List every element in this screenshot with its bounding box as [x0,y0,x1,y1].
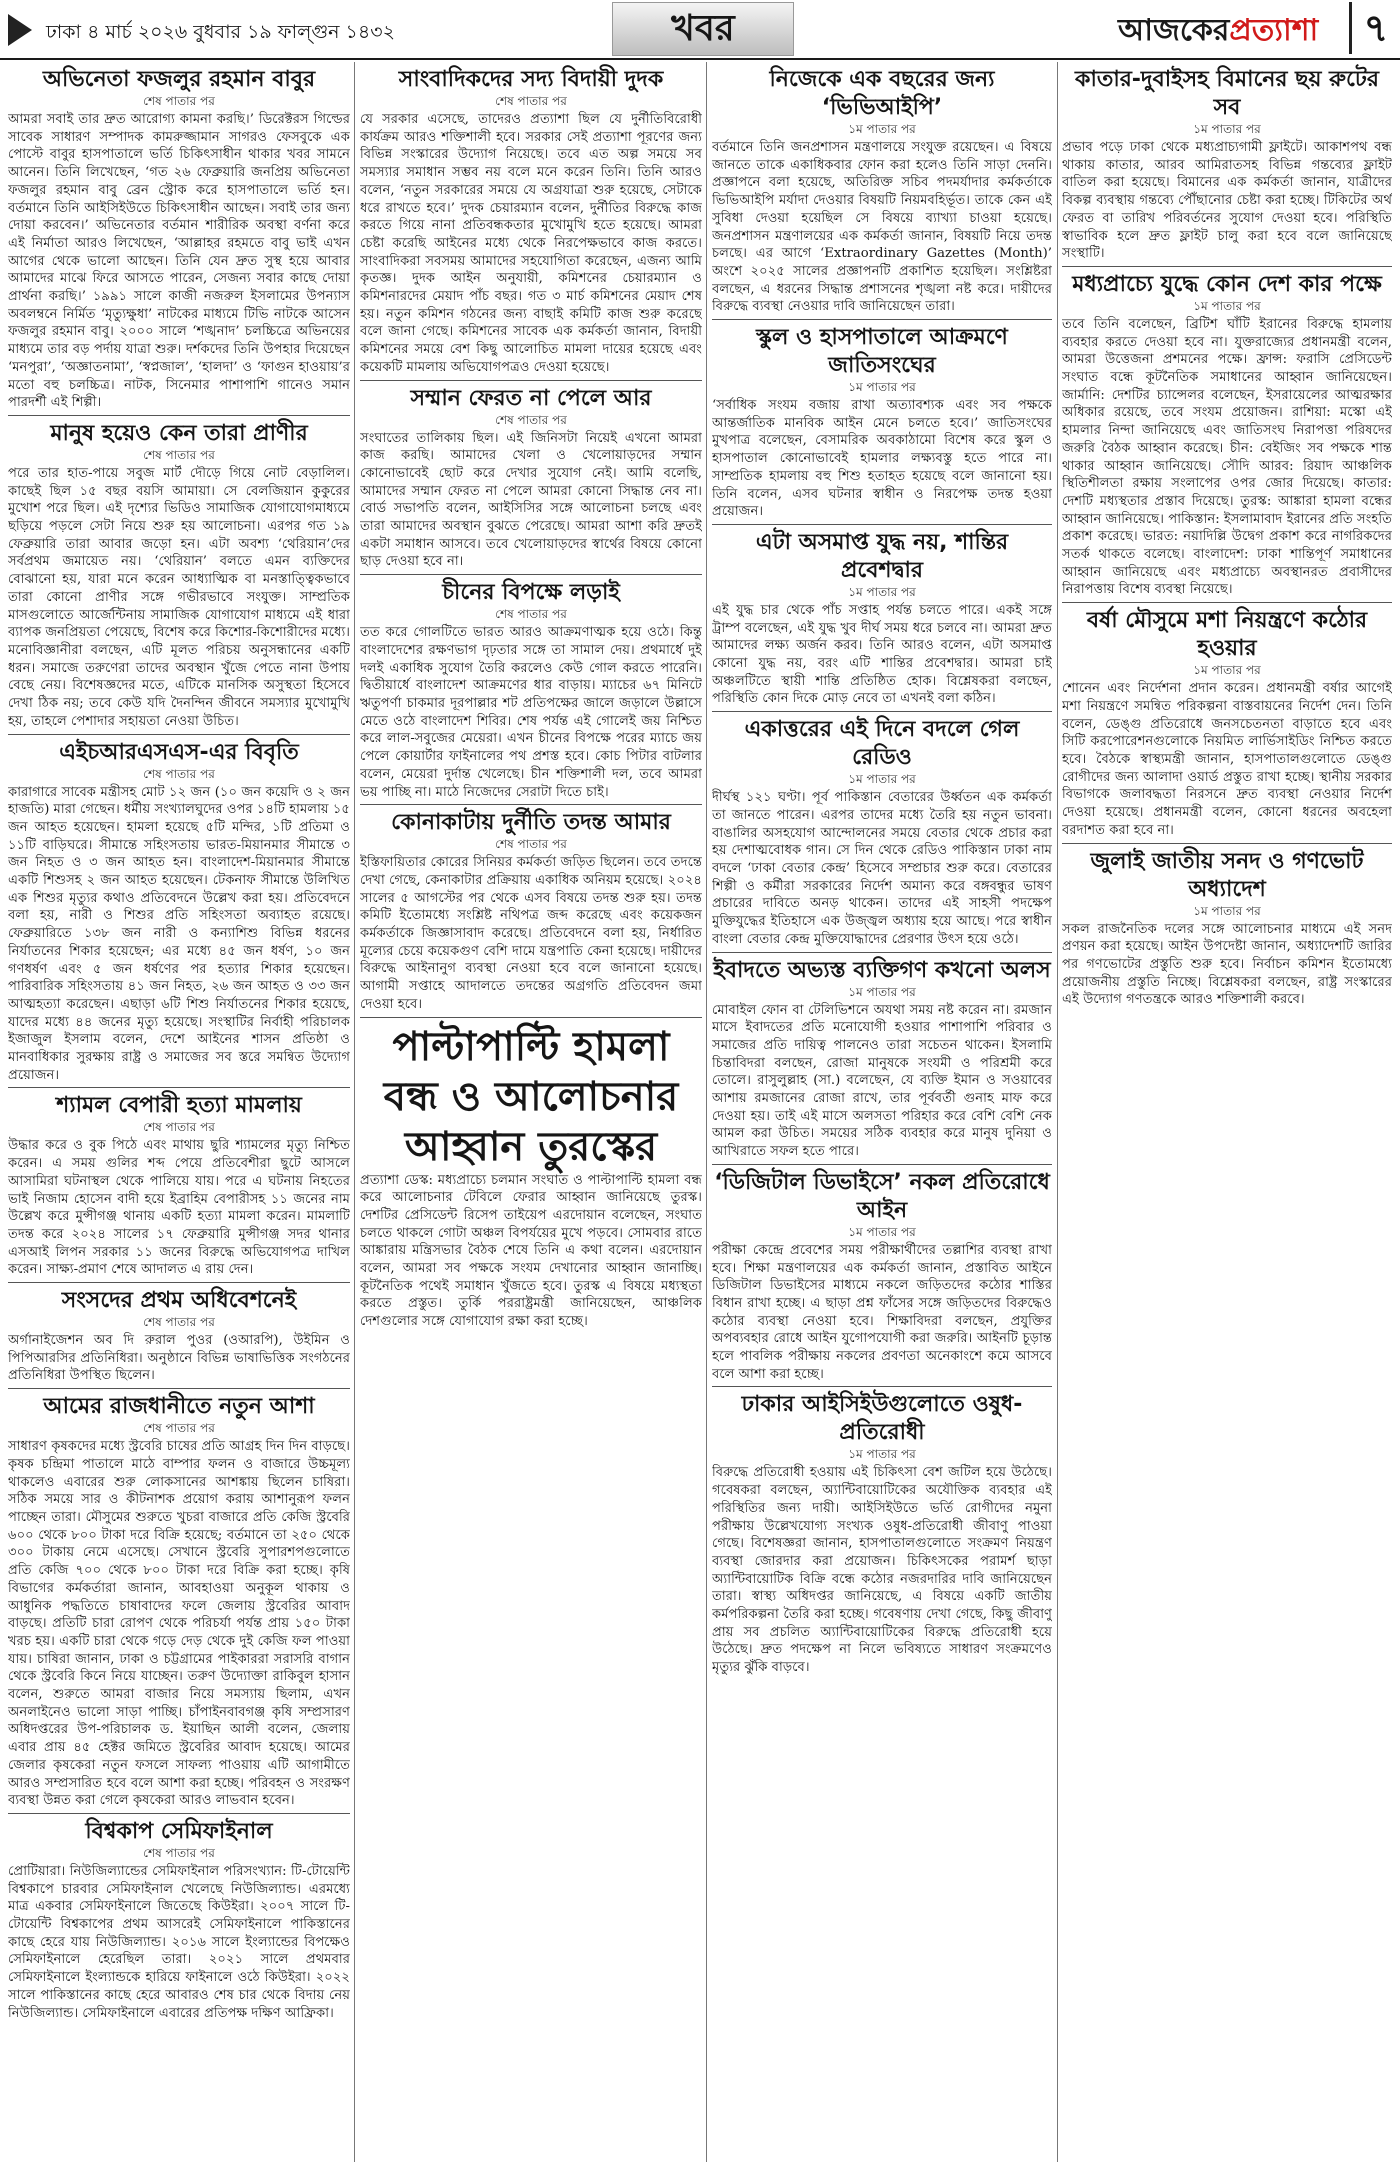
continuation-ref: শেষ পাতার পর [143,1120,215,1135]
article-headline: এটা অসমাপ্ত যুদ্ধ নয়, শান্তির প্রবেশদ্বার [755,529,1009,583]
article [360,809,702,1017]
article-body: প্রভাব পড়ে ঢাকা থেকে মধ্যপ্রাচ্যগামী ফ্লাইটে। আকাশপথ বন্ধ থাকায় কাতার, আরব আমিরাতসহ বিভিন্ন গন্তব্যের ফ্লাইট বাতিল করা হয়েছে। বিমানের এক কর্মকর্তা জানান, যাত্রীদের বিকল্প ব্যবস্থায় গন্তব্যে পৌঁছানোর চেষ্টা করা হচ্ছে। টিকিটের অর্থ ফেরত বা তারিখ পরিবর্তনের সুযোগ দেওয়া হবে। পরিস্থিতি স্বাভাবিক হলে দ্রুত ফ্লাইট চালু করা হবে বলে জানিয়েছে সংস্থাটি। [1062,140,1392,262]
continuation-ref: ১ম পাতার পর [848,1224,916,1239]
article [360,66,702,381]
continuation-ref: শেষ পাতার পর [495,94,567,108]
article-body: তত করে গোলটিতে ভারত আরও আক্রমণাত্মক হয়ে ওঠে। কিন্তু বাংলাদেশের রক্ষণভাগ দৃঢ়তার সঙ্গে তা সামাল দেয়। প্রথমার্ধে দুই দলই একাধিক সুযোগ তৈরি করলেও কেউ গোল করতে পারেনি। দ্বিতীয়ার্ধে বাংলাদেশ আক্রমণের ধার বাড়ায়। ম্যাচের ৬৭ মিনিটে ঋতুপর্ণা চাকমার দূরপাল্লার শট প্রতিপক্ষের জালে জড়ালে উল্লাসে মেতে ওঠে বাংলাদেশ শিবির। শেষ পর্যন্ত এই গোলেই জয় নিশ্চিত করে লাল-সবুজের মেয়েরা। এখন চীনের বিপক্ষে পরের ম্যাচে জয় পেলে কোয়ার্টার ফাইনালের পথ প্রশস্ত হবে। কোচ পিটার বাটলার বলেন, মেয়েরা দুর্দান্ত খেলেছে। চীন শক্তিশালী দল, তবে আমরা ভয় পাচ্ছি না। মাঠে নিজেদের সেরাটা দিতে চাই। [360,625,702,800]
column-4 [1062,62,1392,2164]
article [1062,607,1392,843]
article [712,1169,1052,1388]
article-body: প্রোটিয়ারা। নিউজিল্যান্ডের সেমিফাইনাল পরিসংখ্যান: টি-টোয়েন্টি বিশ্বকাপে চারবার সেমিফাইনাল খেলেছে নিউজিল্যান্ড। এরমধ্যে মাত্র একবার সেমিফাইনালে জিতেছে কিউইরা। ২০০৭ সালে টি-টোয়েন্টি বিশ্বকাপের প্রথম আসরেই সেমিফাইনালে পাকিস্তানের কাছে হেরে যায় নিউজিল্যান্ড। ২০১৬ সালে ইংল্যান্ডের বিপক্ষেও সেমিফাইনালে হেরেছিল তারা। ২০২১ সালে প্রথমবার সেমিফাইনালে ইংল্যান্ডকে হারিয়ে ফাইনালে ওঠে কিউইরা। ২০২২ সালে পাকিস্তানের কাছে হেরে আবারও শেষ চার থেকে বিদায় নেয় নিউজিল্যান্ড। সেমিফাইনালে এবারের প্রতিপক্ষ দক্ষিণ আফ্রিকা। [8,1863,350,2021]
article-body: পরে তার হাত-পায়ে সবুজ মার্ট দৌড়ে গিয়ে নোট বেড়ালিল। কাছেই ছিল ১৫ বছর বয়সি আমায়া। সে বেলজিয়ান কুকুরের মুখোশ পরে ছিল। এই দৃশ্যের ভিডিও সামাজিক যোগাযোগমাধ্যমে ছড়িয়ে পড়লে সেটা নিয়ে শুরু হয় আলোচনা। এরপর গত ১৯ ফেব্রুয়ারি তারা আবার জড়ো হন। এটা অবশ্য ‘থেরিয়ান’দের সর্বপ্রথম জমায়েত নয়। ‘থেরিয়ান’ বলতে এমন ব্যক্তিদের বোঝানো হয়, যারা মনে করেন আধ্যাত্মিক বা মনস্তাত্ত্বিকভাবে তারা কোনো প্রাণীর সঙ্গে গভীরভাবে সংযুক্ত। সাম্প্রতিক মাসগুলোতে আর্জেন্টিনায় সামাজিক যোগাযোগ মাধ্যমে এই ধারা ব্যাপক জনপ্রিয়তা পেয়েছে, বিশেষ করে কিশোর-কিশোরীদের মধ্যে। মনোবিজ্ঞানীরা বলছেন, এটি মূলত পরিচয় অনুসন্ধানের একটি ধরন। সমাজে তরুণেরা তাদের অবস্থান খুঁজে পেতে নানা উপায় বেছে নেয়। বিশেষজ্ঞদের মতে, এটিকে মানসিক অসুস্থতা হিসেবে দেখা ঠিক নয়; তবে কেউ যদি দৈনন্দিন জীবনে সমস্যার মুখোমুখি হয়, তাহলে পেশাদার সহায়তা নেওয়া উচিত। [8,465,350,729]
article-headline: সাংবাদিকদের সদ্য বিদায়ী দুদক [398,67,664,92]
continuation-ref: শেষ পাতার পর [143,766,215,781]
article [8,1092,350,1283]
article [712,66,1052,320]
continuation-ref: শেষ পাতার পর [143,1421,215,1436]
article-headline: ইবাদতে অভ্যস্ত ব্যক্তিগণ কখনো অলস [713,957,1051,983]
column-3 [712,62,1052,2164]
article [712,529,1052,712]
continuation-ref: ১ম পাতার পর [848,122,916,136]
article-headline: শ্যামল বেপারী হত্যা মামলায় [56,1093,302,1119]
article [1062,848,1392,1013]
article-body: উদ্ধার করে ও বুক পিঠে এবং মাথায় ছুরি শ্যামলের মৃত্যু নিশ্চিত করেন। এ সময় গুলির শব্দ পেয়ে প্রতিবেশীরা ছুটে আসলে আসামিরা ঘটনাস্থল থেকে পালিয়ে যায়। পরে এ ঘটনায় নিহতের ভাই নিজাম হোসেন বাদী হয়ে ইব্রাহিম বেপারীসহ ১১ জনের নাম উল্লেখ করে মুন্সীগঞ্জ থানায় একটি হত্যা মামলা করেন। মামলাটি তদন্ত করে ২০২৪ সালের ১৭ ফেব্রুয়ারি মুন্সীগঞ্জ সদর থানার এসআই লিপন সরকার ১১ জনের বিরুদ্ধে অভিযোগপত্র দাখিল করেন। সাক্ষ্য-প্রমাণ শেষে আদালত এ রায় দেন। [8,1138,350,1278]
article-headline: বর্ষা মৌসুমে মশা নিয়ন্ত্রণে কঠোর হওয়ার [1086,608,1368,662]
article [8,1393,350,1814]
article-body: এই যুদ্ধ চার থেকে পাঁচ সপ্তাহ পর্যন্ত চলতে পারে। একই সঙ্গে ট্রাম্প বলেছেন, এই যুদ্ধ খুব দীর্ঘ সময় ধরে চলবে না। আমরা দ্রুত আমাদের লক্ষ্য অর্জন করব। তিনি আরও বলেন, এটা অসমাপ্ত কোনো যুদ্ধ নয়, বরং এটি শান্তির প্রবেশদ্বার। আমরা চাই অঞ্চলটিতে স্থায়ী শান্তি প্রতিষ্ঠিত হোক। বিশ্লেষকরা বলছেন, পরিস্থিতি কোন দিকে মোড় নেবে তা এখনই বলা কঠিন। [712,602,1052,707]
column-2 [360,62,702,2164]
continuation-ref: শেষ পাতার পর [143,94,215,108]
article-headline: বিশ্বকাপ সেমিফাইনাল [85,1818,273,1844]
article-headline: জুলাই জাতীয় সনদ ও গণভোট অধ্যাদেশ [1090,848,1364,902]
article-headline: আমের রাজধানীতে নতুন আশা [43,1394,315,1420]
article [360,579,702,805]
column-rule [1057,62,1058,2162]
continuation-ref: শেষ পাতার পর [143,1845,215,1860]
article [8,66,350,416]
continuation-ref: শেষ পাতার পর [143,447,215,462]
article-body: কারাগারে সাবেক মন্ত্রীসহ মোট ১২ জন (১০ জন কয়েদি ও ২ জন হাজতি) মারা গেছেন। ধর্মীয় সংখ্যালঘুদের ওপর ১৪টি হামলায় ১৫ জন আহত হয়েছেন। হামলা হয়েছে ৫টি মন্দির, ১টি প্রতিমা ও ১১টি বাড়িঘরে। সীমান্তে সহিংসতায় ভারত-মিয়ানমার সীমান্তে ৩ জন নিহত ও ৩ জন আহত হন। বাংলাদেশ-মিয়ানমার সীমান্তে একটি শিশুসহ ২ জন আহত হয়েছেন। টেকনাফ সীমান্তে উলিখিত এক শিশুর মৃত্যুর কথাও প্রতিবেদনে উল্লেখ করা হয়। প্রতিবেদনে বলা হয়, নারী ও শিশুর প্রতি সহিংসতা অব্যাহত রয়েছে। ফেব্রুয়ারিতে ১৩৮ জন নারী ও কন্যাশিশু বিভিন্ন ধরনের নির্যাতনের শিকার হয়েছেন; এর মধ্যে ৪৫ জন ধর্ষণ, ১০ জন গণধর্ষণ এবং ৫ জন ধর্ষণের পর হত্যার শিকার হয়েছেন। পারিবারিক সহিংসতায় ৪১ জন নিহত, ২৬ জন আহত ও ৩৩ জন আত্মহত্যা করেছেন। এছাড়া ৬টি শিশু নির্যাতনের শিকার হয়েছে, যাদের মধ্যে ৪৪ জনের মৃত্যু হয়েছে। সংস্থাটির নির্বাহী পরিচালক ইজাজুল ইসলাম বলেন, দেশে আইনের শাসন প্রতিষ্ঠা ও মানবাধিকার সুরক্ষায় রাষ্ট্র ও সমাজের সব স্তরে সমন্বিত উদ্যোগ প্রয়োজন। [8,784,350,1083]
article-body: পরীক্ষা কেন্দ্রে প্রবেশের সময় পরীক্ষার্থীদের তল্লাশির ব্যবস্থা রাখা হবে। শিক্ষা মন্ত্রণালয়ের এক কর্মকর্তা জানান, প্রস্তাবিত আইনে ডিজিটাল ডিভাইসের মাধ্যমে নকলে জড়িতদের কঠোর শাস্তির বিধান রাখা হচ্ছে। এ ছাড়া প্রশ্ন ফাঁসের সঙ্গে জড়িতদের বিরুদ্ধেও কঠোর ব্যবস্থা নেওয়া হবে। শিক্ষাবিদরা বলছেন, প্রযুক্তির অপব্যবহার রোধে আইন যুগোপযোগী করা জরুরি। আইনটি চূড়ান্ত হলে পাবলিক পরীক্ষায় নকলের প্রবণতা অনেকাংশে কমে আসবে বলে আশা করা হচ্ছে। [712,1242,1052,1382]
article-headline: সংসদের প্রথম অধিবেশনেই [61,1288,297,1314]
article-body: তবে তিনি বলেছেন, ব্রিটিশ ঘাঁটি ইরানের বিরুদ্ধে হামলায় ব্যবহার করতে দেওয়া হবে না। যুক্তরাজ্যের প্রধানমন্ত্রী বলেন, আমরা উত্তেজনা প্রশমনের পক্ষে। ফ্রান্স: ফরাসি প্রেসিডেন্ট সংঘাত বন্ধে কূটনৈতিক সমাধানের আহ্বান জানিয়েছেন। জার্মানি: দেশটির চ্যান্সেলর বলেছেন, ইসরায়েলের আত্মরক্ষার অধিকার রয়েছে, তবে সংযম প্রয়োজন। রাশিয়া: মস্কো এই হামলার নিন্দা জানিয়েছে এবং জাতিসংঘ নিরাপত্তা পরিষদের জরুরি বৈঠক আহ্বান করেছে। চীন: বেইজিং সব পক্ষকে শান্ত থাকার আহ্বান জানিয়েছে। সৌদি আরব: রিয়াদ আঞ্চলিক স্থিতিশীলতা রক্ষায় সংলাপের ওপর জোর দিয়েছে। কাতার: দেশটি মধ্যস্থতার প্রস্তাব দিয়েছে। তুরস্ক: আঙ্কারা হামলা বন্ধের আহ্বান জানিয়েছে। পাকিস্তান: ইসলামাবাদ ইরানের প্রতি সংহতি প্রকাশ করেছে। ভারত: নয়াদিল্লি উদ্বেগ প্রকাশ করে নাগরিকদের সতর্ক থাকতে বলেছে। বাংলাদেশ: ঢাকা শান্তিপূর্ণ সমাধানের আহ্বান জানিয়েছে এবং মধ্যপ্রাচ্যে অবস্থানরত প্রবাসীদের নিরাপত্তায় বিশেষ ব্যবস্থা নিয়েছে। [1062,316,1392,598]
article [8,420,350,735]
article [712,1391,1052,1679]
issue-date: ঢাকা ৪ মার্চ ২০২৬ বুধবার ১৯ ফাল্গুন ১৪৩২ [46,21,395,43]
article-body: বর্তমানে তিনি জনপ্রশাসন মন্ত্রণালয়ে সংযুক্ত রয়েছেন। এ বিষয়ে জানতে তাকে একাধিকবার ফোন করা হলেও তিনি সাড়া দেননি। প্রজ্ঞাপনে বলা হয়েছে, অতিরিক্ত সচিব পদমর্যাদার কর্মকর্তাকে ভিভিআইপি মর্যাদা দেওয়ার বিষয়টি নিয়মবহির্ভূত। তাকে কেন এই সুবিধা দেওয়া হয়েছিল সে বিষয়ে ব্যাখ্যা চাওয়া হয়েছে। জনপ্রশাসন মন্ত্রণালয়ের এক কর্মকর্তা জানান, বিষয়টি নিয়ে তদন্ত চলছে। এর আগে ‘Extraordinary Gazettes (Month)’ অংশে ২০২৫ সালের প্রজ্ঞাপনটি প্রকাশিত হয়েছিল। সংশ্লিষ্টরা বলছেন, এ ধরনের সিদ্ধান্ত প্রশাসনের শৃঙ্খলা নষ্ট করে। দায়ীদের বিরুদ্ধে ব্যবস্থা নেওয়ার দাবি জানিয়েছেন তারা। [712,140,1052,315]
continuation-ref: শেষ পাতার পর [495,607,567,622]
article-headline: একাত্তরের এই দিনে বদলে গেল রেডিও [744,717,1020,771]
article-headline: কোনাকাটায় দুর্নীতি তদন্ত আমার [391,810,671,836]
continuation-ref: ১ম পাতার পর [848,984,916,999]
logo-text-b: প্রত্যাশা [1229,13,1319,48]
continuation-ref: শেষ পাতার পর [495,412,567,427]
article-body: দীর্ঘস্থ ১২১ ঘণ্টা। পূর্ব পাকিস্তান বেতারের উর্ধ্বতন এক কর্মকর্তা তা জানতে পারেন। এরপর তাদের মধ্যে তৈরি হয় নতুন ভাবনা। বাঙালির অসহযোগ আন্দোলনের সময়ে বেতার থেকে প্রচার করা হয় দেশাত্মবোধক গান। সে দিন থেকে রেডিও পাকিস্তান ঢাকা নাম বদলে ‘ঢাকা বেতার কেন্দ্র’ হিসেবে সম্প্রচার শুরু করে। বেতারের শিল্পী ও কর্মীরা সরকারের নির্দেশ অমান্য করে বঙ্গবন্ধুর ভাষণ প্রচারের দাবিতে অনড় থাকেন। তাদের এই সাহসী পদক্ষেপ মুক্তিযুদ্ধের ইতিহাসে এক উজ্জ্বল অধ্যায় হয়ে আছে। পরে স্বাধীন বাংলা বেতার কেন্দ্র মুক্তিযোদ্ধাদের প্রেরণার উৎস হয়ে ওঠে। [712,790,1052,947]
article-body: ‘সর্বাধিক সংযম বজায় রাখা অত্যাবশ্যক এবং সব পক্ষকে আন্তর্জাতিক মানবিক আইন মেনে চলতে হবে।’ জাতিসংঘের মুখপাত্র বলেছেন, বেসামরিক অবকাঠামো বিশেষ করে স্কুল ও হাসপাতাল কোনোভাবেই হামলার লক্ষ্যবস্তু হতে পারে না। সাম্প্রতিক হামলায় বহু শিশু হতাহত হয়েছে বলে জানানো হয়। তিনি বলেন, এসব ঘটনার স্বাধীন ও নিরপেক্ষ তদন্ত হওয়া প্রয়োজন। [712,398,1052,520]
article-body: আমরা সবাই তার দ্রুত আরোগ্য কামনা করছি।’ ডিরেক্টরস গিল্ডের সাবেক সাধারণ সম্পাদক কামরুজ্জামান সাগরও ফেসবুকে এক পোস্টে বাবুর হাসপাতালে ভর্তি চিকিৎসাধীন থাকার খবর সামনে আনেন। তিনি লিখেছেন, ‘গত ২৬ ফেব্রুয়ারি জনপ্রিয় অভিনেতা ফজলুর রহমান বাবু ব্রেন স্ট্রোক করে হাসপাতালে ভর্তি হন। বর্তমানে তিনি আইসিইউতে চিকিৎসাধীন আছেন। সবাই তার জন্য দোয়া করবেন।’ অভিনেতার বর্তমান শারীরিক অবস্থা বর্ণনা করে এই নির্মাতা আরও লিখেছেন, ‘আল্লাহর রহমতে বাবু ভাই এখন আগের থেকে ভালো আছেন। তিনি যেন দ্রুত সুস্থ হয়ে আবার আমাদের মাঝে ফিরে আসতে পারেন, সেজন্য সবার কাছে দোয়া প্রার্থনা করছি।’ ১৯৯১ সালে কাজী নজরুল ইসলামের উপন্যাস অবলম্বনে নির্মিত ‘মৃত্যুক্ষুধা’ নাটকের মাধ্যমে টিভি নাটকে আসেন ফজলুর রহমান বাবু। ২০০০ সালে ‘শঙ্খনাদ’ চলচ্চিত্রে অভিনয়ের মাধ্যমে তার বড় পর্দায় যাত্রা শুরু। দর্শকদের তিনি উপহার দিয়েছেন ‘মনপুরা’, ‘অজ্ঞাতনামা’, ‘স্বপ্নজাল’, ‘হালদা’ ও ‘ফাগুন হাওয়ায়’র মতো বহু চলচ্চিত্র। নাটক, সিনেমার পাশাপাশি গানেও সমান পারদর্শী এই শিল্পী। [8,112,350,411]
article-headline: স্কুল ও হাসপাতালে আক্রমণে জাতিসংঘের [756,325,1008,379]
article [1062,271,1392,603]
masthead [0,0,1400,60]
continuation-ref: ১ম পাতার পর [848,772,916,787]
continuation-ref: ১ম পাতার পর [848,584,916,599]
continuation-ref: শেষ পাতার পর [495,837,567,852]
column-rule [354,62,355,2162]
column-rule [706,62,707,2162]
article [8,1818,350,2025]
article-headline: ঢাকার আইসিইউগুলোতে ওষুধ-প্রতিরোধী [741,1392,1023,1446]
article-headline: ‘ডিজিটাল ডিভাইসে’ নকল প্রতিরোধে আইন [714,1169,1050,1223]
article-headline: কাতার-দুবাইসহ বিমানের ছয় রুটের সব [1075,67,1379,120]
article-headline: পাল্টাপাল্টি হামলা বন্ধ ও আলোচনার আহ্বান তুরস্কের [383,1023,679,1170]
article-headline: মানুষ হয়েও কেন তারা প্রাণীর [50,420,308,446]
article [8,1287,350,1389]
article-headline: অভিনেতা ফজলুর রহমান বাবুর [42,67,316,92]
article-body: সংঘাতের তালিকায় ছিল। এই জিনিসটা নিয়েই এখনো আমরা কাজ করছি। আমাদের খেলা ও খেলোয়াড়দের সম্মান কোনোভাবেই ছোট করে দেখার সুযোগ নেই। আমি বলেছি, আমাদের সম্মান ফেরত না পেলে আমরা কোনো সিদ্ধান্ত নেব না। বোর্ড সভাপতি বলেন, আইসিসির সঙ্গে আলোচনা চলছে এবং তারা আমাদের অবস্থান বুঝতে পেরেছে। আমরা আশা করি দ্রুতই একটা সমাধান আসবে। তবে খেলোয়াড়দের স্বার্থের বিষয়ে কোনো ছাড় দেওয়া হবে না। [360,430,702,570]
article-headline: নিজেকে এক বছরের জন্য ‘ভিভিআইপি’ [769,67,995,120]
continuation-ref: ১ম পাতার পর [1193,122,1261,136]
continuation-ref: ১ম পাতার পর [848,1447,916,1462]
article-body: ইস্তিফায়িতার কোরের সিনিয়র কর্মকর্তা জড়িত ছিলেন। তবে তদন্তে দেখা গেছে, কেনাকাটার প্রক্রিয়ায় একাধিক অনিয়ম হয়েছে। ২০২৪ সালের ৫ আগস্টের পর থেকে এসব বিষয়ে তদন্ত শুরু হয়। তদন্ত কমিটি ইতোমধ্যে সংশ্লিষ্ট নথিপত্র জব্দ করেছে এবং কয়েকজন কর্মকর্তাকে জিজ্ঞাসাবাদ করেছে। প্রতিবেদনে বলা হয়, নির্ধারিত মূল্যের চেয়ে কয়েকগুণ বেশি দামে যন্ত্রপাতি কেনা হয়েছে। দায়ীদের বিরুদ্ধে আইনানুগ ব্যবস্থা নেওয়া হবে বলে জানানো হয়েছে। আগামী সপ্তাহে আদালতে তদন্তের অগ্রগতি প্রতিবেদন জমা দেওয়া হবে। [360,855,702,1012]
page-number: ৭ [1349,2,1400,54]
article [1062,66,1392,267]
article-body: শোনেন এবং নির্দেশনা প্রদান করেন। প্রধানমন্ত্রী বর্ষার আগেই মশা নিয়ন্ত্রণে সমন্বিত পরিকল্পনা বাস্তবায়নের নির্দেশ দেন। তিনি বলেন, ডেঙ্গু প্রতিরোধে জনসচেতনতা বাড়াতে হবে এবং সিটি করপোরেশনগুলোকে নিয়মিত লার্ভিসাইডিং নিশ্চিত করতে হবে। বৈঠকে স্বাস্থ্যমন্ত্রী জানান, হাসপাতালগুলোতে ডেঙ্গু রোগীদের জন্য আলাদা ওয়ার্ড প্রস্তুত রাখা হচ্ছে। স্থানীয় সরকার বিভাগকে জলাবদ্ধতা নিরসনে দ্রুত ব্যবস্থা নেওয়ার নির্দেশ দেওয়া হয়েছে। প্রধানমন্ত্রী বলেন, কোনো ধরনের অবহেলা বরদাশত করা হবে না। [1062,681,1392,838]
article-headline: চীনের বিপক্ষে লড়াই [442,580,620,606]
section-title: খবর [612,2,794,56]
article [712,716,1052,952]
article-headline: মধ্যপ্রাচ্যে যুদ্ধে কোন দেশ কার পক্ষে [1072,271,1382,297]
article [8,739,350,1089]
article [712,957,1052,1165]
article [360,385,702,576]
article-body: প্রত্যাশা ডেস্ক: মধ্যপ্রাচ্যে চলমান সংঘাত ও পাল্টাপাল্টি হামলা বন্ধ করে আলোচনার টেবিলে ফেরার আহ্বান জানিয়েছে তুরস্ক। দেশটির প্রেসিডেন্ট রিসেপ তাইয়েপ এরদোয়ান বলেছেন, সংঘাত চলতে থাকলে গোটা অঞ্চল বিপর্যয়ের মুখে পড়বে। সোমবার রাতে আঙ্কারায় মন্ত্রিসভার বৈঠক শেষে তিনি এ কথা বলেন। এরদোয়ান বলেন, আমরা সব পক্ষকে সংযম দেখানোর আহ্বান জানাচ্ছি। কূটনৈতিক পথেই সমাধান খুঁজতে হবে। তুরস্ক এ বিষয়ে মধ্যস্থতা করতে প্রস্তুত। তুর্কি পররাষ্ট্রমন্ত্রী জানিয়েছেন, আঞ্চলিক দেশগুলোর সঙ্গে যোগাযোগ রক্ষা করা হচ্ছে। [360,1172,702,1330]
column-1 [8,62,350,2164]
article-body: সাধারণ কৃষকদের মধ্যে স্ট্রবেরি চাষের প্রতি আগ্রহ দিন দিন বাড়ছে। কৃষক চন্দ্রিমা পাতালে মাঠে বাম্পার ফলন ও বাজারে উচ্চমূল্য থাকলেও এবারের শুরু লোকসানের আশঙ্কায় ছিলেন চাষিরা। সঠিক সময়ে সার ও কীটনাশক প্রয়োগ করায় আশানুরূপ ফলন পাচ্ছেন তারা। মৌসুমের শুরুতে খুচরা বাজারে প্রতি কেজি স্ট্রবেরি ৬০০ থেকে ৮০০ টাকা দরে বিক্রি হয়েছে; বর্তমানে তা ২৫০ থেকে ৩০০ টাকায় নেমে এসেছে। সেখানে স্ট্রবেরি সুপারশপগুলোতে প্রতি কেজি ৭০০ থেকে ৮০০ টাকা দরে বিক্রি করা হচ্ছে। কৃষি বিভাগের কর্মকর্তারা জানান, আবহাওয়া অনুকূল থাকায় ও আধুনিক পদ্ধতিতে চাষাবাদের ফলে জেলায় স্ট্রবেরির আবাদ বাড়ছে। প্রতিটি চারা রোপণ থেকে পরিচর্যা পর্যন্ত প্রায় ১৫০ টাকা খরচ হয়। একটি চারা থেকে গড়ে দেড় থেকে দুই কেজি ফল পাওয়া যায়। চাষিরা জানান, ঢাকা ও চট্টগ্রামের পাইকাররা সরাসরি বাগান থেকে স্ট্রবেরি কিনে নিয়ে যাচ্ছেন। তরুণ উদ্যোক্তা রাকিবুল হাসান বলেন, শুরুতে আমরা বাজার নিয়ে সমস্যায় ছিলাম, এখন অনলাইনেও ভালো সাড়া পাচ্ছি। চাঁপাইনবাবগঞ্জ কৃষি সম্প্রসারণ অধিদপ্তরের উপ-পরিচালক ড. ইয়াছিন আলী বলেন, জেলায় এবার প্রায় ৪৫ হেক্টর জমিতে স্ট্রবেরির আবাদ হয়েছে। আমের জেলার কৃষকেরা নতুন ফসলে সাফল্য পাওয়ায় এটি আগামীতে আরও সম্প্রসারিত হবে বলে আশা করা হচ্ছে। পরিবহন ও সংরক্ষণ ব্যবস্থা উন্নত করা গেলে কৃষকেরা আরও লাভবান হবেন। [8,1439,350,1809]
continuation-ref: ১ম পাতার পর [848,380,916,395]
continuation-ref: শেষ পাতার পর [143,1315,215,1330]
newspaper-logo [1118,6,1318,57]
article-body: সকল রাজনৈতিক দলের সঙ্গে আলোচনার মাধ্যমে এই সনদ প্রণয়ন করা হয়েছে। আইন উপদেষ্টা জানান, অধ্যাদেশটি জারির পর গণভোটের প্রস্তুতি শুরু হবে। নির্বাচন কমিশন ইতোমধ্যে প্রয়োজনীয় প্রস্তুতি নিচ্ছে। বিশ্লেষকরা বলছেন, রাষ্ট্র সংস্কারের এই উদ্যোগ গণতন্ত্রকে আরও শক্তিশালী করবে। [1062,921,1392,1008]
article-body: যে সরকার এসেছে, তাদেরও প্রত্যাশা ছিল যে দুর্নীতিবিরোধী কার্যক্রম আরও শক্তিশালী হবে। সরকার সেই প্রত্যাশা পূরণের জন্য বিভিন্ন সংস্কারের উদ্যোগ নিয়েছে। তবে এত অল্প সময়ে সব সমস্যার সমাধান সম্ভব নয় বলে মনে করেন তিনি। তিনি আরও বলেন, ‘নতুন সরকারের সময়ে যে অগ্রযাত্রা শুরু হয়েছে, সেটাকে ধরে রাখতে হবে।’ দুদক চেয়ারম্যান বলেন, দুর্নীতির বিরুদ্ধে কাজ করতে গিয়ে নানা প্রতিবন্ধকতার মুখোমুখি হতে হয়েছে। আমরা চেষ্টা করেছি আইনের মধ্যে থেকে নিরপেক্ষভাবে কাজ করতে। সাংবাদিকরা সবসময় আমাদের সহযোগিতা করেছেন, এজন্য আমি কৃতজ্ঞ। দুদক আইন অনুযায়ী, কমিশনের চেয়ারম্যান ও কমিশনারদের মেয়াদ পাঁচ বছর। গত ৩ মার্চ কমিশনের মেয়াদ শেষ হয়। নতুন কমিশন গঠনের জন্য বাছাই কমিটি কাজ শুরু করেছে বলে জানা গেছে। কমিশনের সাবেক এক কর্মকর্তা জানান, বিদায়ী কমিশনের সময়ে বেশ কিছু আলোচিত মামলা দায়ের হয়েছে এবং কয়েকটি মামলায় অভিযোগপত্রও দেওয়া হয়েছে। [360,112,702,375]
continuation-ref: ১ম পাতার পর [1193,903,1261,918]
article-body: অর্গানাইজেশন অব দি রুরাল পুওর (ওআরপি), উইমিন ও পিপিআরসির প্রতিনিধিরা। অনুষ্ঠানে বিভিন্ন ভাষাভিত্তিক সংগঠনের প্রতিনিধিরা উপস্থিত ছিলেন। [8,1333,350,1384]
continuation-ref: ১ম পাতার পর [1193,663,1261,678]
article-headline: সম্মান ফেরত না পেলে আর [410,385,652,411]
continuation-ref: ১ম পাতার পর [1193,298,1261,313]
article-body: বিরুদ্ধে প্রতিরোধী হওয়ায় এই চিকিৎসা বেশ জটিল হয়ে উঠেছে। গবেষকরা বলছেন, অ্যান্টিবায়োটিকের অযৌক্তিক ব্যবহার এই পরিস্থিতির জন্য দায়ী। আইসিইউতে ভর্তি রোগীদের নমুনা পরীক্ষায় উল্লেখযোগ্য সংখ্যক ওষুধ-প্রতিরোধী জীবাণু পাওয়া গেছে। বিশেষজ্ঞরা জানান, হাসপাতালগুলোতে সংক্রমণ নিয়ন্ত্রণ ব্যবস্থা জোরদার করা প্রয়োজন। চিকিৎসকের পরামর্শ ছাড়া অ্যান্টিবায়োটিক বিক্রি বন্ধে কঠোর নজরদারির দাবি জানিয়েছেন তারা। স্বাস্থ্য অধিদপ্তর জানিয়েছে, এ বিষয়ে একটি জাতীয় কর্মপরিকল্পনা তৈরি করা হচ্ছে। গবেষণায় দেখা গেছে, কিছু জীবাণু প্রায় সব প্রচলিত অ্যান্টিবায়োটিকের বিরুদ্ধে প্রতিরোধী হয়ে উঠেছে। দ্রুত পদক্ষেপ না নিলে ভবিষ্যতে সাধারণ সংক্রমণেও মৃত্যুর ঝুঁকি বাড়বে। [712,1465,1052,1676]
article [712,324,1052,525]
article [360,1022,702,1334]
page-marker-icon [8,14,32,46]
article-body: মোবাইল ফোন বা টেলিভিশনে অযথা সময় নষ্ট করেন না। রমজান মাসে ইবাদতের প্রতি মনোযোগী হওয়ার পাশাপাশি পরিবার ও সমাজের প্রতি দায়িত্ব পালনেও তারা সচেতন থাকেন। ইসলামি চিন্তাবিদরা বলছেন, রোজা মানুষকে সংযমী ও পরিশ্রমী করে তোলে। রাসুলুল্লাহ (সা.) বলেছেন, যে ব্যক্তি ইমান ও সওয়াবের আশায় রমজানের রোজা রাখে, তার পূর্ববর্তী গুনাহ মাফ করে দেওয়া হয়। তাই এই মাসে অলসতা পরিহার করে বেশি বেশি নেক আমল করা উচিত। সময়ের সঠিক ব্যবহার করে মানুষ দুনিয়া ও আখিরাতে সফল হতে পারে। [712,1002,1052,1160]
article-headline: এইচআরএসএস-এর বিবৃতি [59,739,299,765]
logo-text-a: আজকের [1118,13,1230,48]
